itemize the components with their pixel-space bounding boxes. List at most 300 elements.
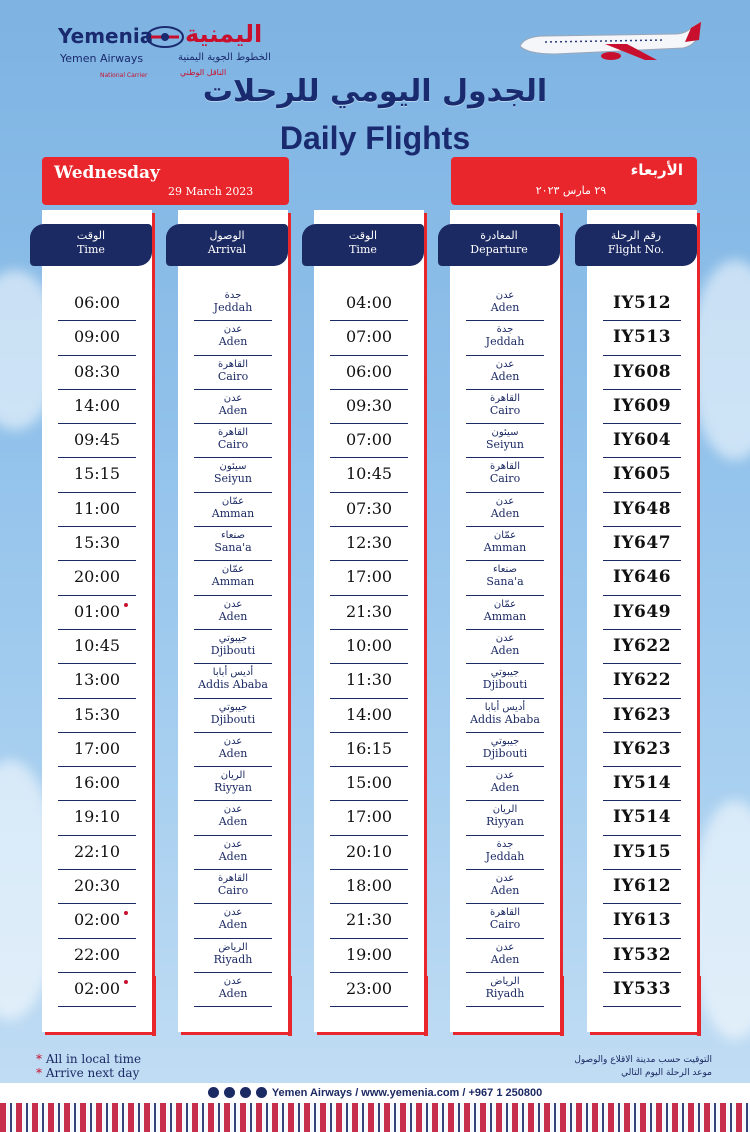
table-row <box>587 425 697 459</box>
city-name-ar: عدن <box>495 495 515 507</box>
table-row <box>178 974 288 1008</box>
city-cell <box>450 461 560 485</box>
table-row <box>587 494 697 528</box>
brand-carrier-ar: الناقل الوطني <box>180 68 227 77</box>
table-row <box>450 734 560 768</box>
table-row <box>178 425 288 459</box>
column-header-arrival-time <box>30 224 152 266</box>
table-row <box>587 700 697 734</box>
airplane-icon <box>515 20 705 68</box>
table-row <box>587 768 697 802</box>
city-cell <box>178 736 288 760</box>
city-name-ar: جدة <box>496 324 514 336</box>
city-name-ar: سيئون <box>219 461 247 473</box>
city-name-en: Jeddah <box>485 335 525 349</box>
table-row <box>42 391 152 425</box>
yemenia-logo-icon <box>145 24 185 50</box>
city-cell <box>178 839 288 863</box>
city-name-ar: عدن <box>495 941 515 953</box>
city-cell <box>450 290 560 314</box>
city-name-en: Amman <box>483 609 527 623</box>
arrival-city-list <box>178 288 288 1008</box>
table-row <box>587 974 697 1008</box>
flight-number: IY532 <box>612 944 672 965</box>
city-name-ar: عمّان <box>221 495 245 507</box>
table-row <box>314 391 424 425</box>
instagram-icon[interactable] <box>208 1087 219 1098</box>
time-value: 06:00 <box>345 361 393 381</box>
city-name-en: Cairo <box>217 369 249 383</box>
city-cell <box>178 530 288 554</box>
table-row <box>314 357 424 391</box>
city-name-en: Aden <box>490 506 520 520</box>
city-cell <box>450 564 560 588</box>
time-value: 18:00 <box>345 876 393 896</box>
city-name-en: Aden <box>490 884 520 898</box>
city-cell <box>450 359 560 383</box>
table-row <box>42 528 152 562</box>
table-row <box>42 905 152 939</box>
column-departure <box>450 210 560 1032</box>
city-name-en: Amman <box>483 541 527 555</box>
arrival-time-list <box>42 288 152 1008</box>
time-value: 07:30 <box>345 498 393 518</box>
table-row <box>587 597 697 631</box>
city-name-en: Riyyan <box>214 781 252 795</box>
city-name-en: Riyyan <box>486 815 524 829</box>
note-next-day-text: Arrive next day <box>45 1066 140 1080</box>
next-day-marker <box>124 603 128 607</box>
city-name-en: Cairo <box>217 884 249 898</box>
time-value: 20:00 <box>73 567 121 587</box>
table-row <box>587 459 697 493</box>
city-cell <box>450 873 560 897</box>
header-ar: الوقت <box>76 229 106 242</box>
city-cell <box>178 290 288 314</box>
time-value: 22:10 <box>73 841 121 861</box>
city-name-ar: عمّان <box>493 598 517 610</box>
city-cell <box>178 702 288 726</box>
time-value: 21:30 <box>345 601 393 621</box>
table-row <box>314 700 424 734</box>
table-row <box>587 940 697 974</box>
twitter-icon[interactable] <box>224 1087 235 1098</box>
time-value: 15:30 <box>73 704 121 724</box>
table-row <box>314 631 424 665</box>
city-cell <box>450 667 560 691</box>
header-ar: رقم الرحلة <box>610 229 662 242</box>
city-name-en: Amman <box>211 575 255 589</box>
city-name-en: Aden <box>218 746 248 760</box>
table-row <box>587 871 697 905</box>
city-cell <box>178 942 288 966</box>
flight-number: IY647 <box>612 533 672 554</box>
time-value: 11:00 <box>73 498 121 518</box>
table-row <box>42 322 152 356</box>
city-name-ar: عدن <box>223 907 243 919</box>
city-name-en: Cairo <box>489 918 521 932</box>
city-name-en: Aden <box>218 849 248 863</box>
city-name-ar: الريان <box>220 770 246 782</box>
flight-number: IY622 <box>612 635 672 656</box>
city-cell <box>178 324 288 348</box>
table-row <box>178 905 288 939</box>
time-value: 14:00 <box>73 395 121 415</box>
city-name-en: Djibouti <box>210 643 256 657</box>
note-local-time: * All in local time <box>36 1052 142 1066</box>
table-row <box>587 322 697 356</box>
table-row <box>314 974 424 1008</box>
table-row <box>42 631 152 665</box>
table-row <box>450 562 560 596</box>
table-row <box>178 322 288 356</box>
departure-time-list <box>314 288 424 1008</box>
city-name-en: Cairo <box>489 472 521 486</box>
table-row <box>587 288 697 322</box>
city-name-en: Riyadh <box>213 952 253 966</box>
flight-number: IY609 <box>612 395 672 416</box>
city-cell <box>450 324 560 348</box>
table-row <box>178 871 288 905</box>
table-row <box>42 357 152 391</box>
city-name-ar: عدن <box>223 838 243 850</box>
city-name-ar: القاهرة <box>218 873 248 885</box>
time-value: 23:00 <box>345 978 393 998</box>
table-row <box>42 837 152 871</box>
table-row <box>450 391 560 425</box>
table-row <box>587 528 697 562</box>
table-row <box>587 734 697 768</box>
city-cell <box>178 976 288 1000</box>
table-row <box>42 459 152 493</box>
header-en: Time <box>349 243 377 256</box>
table-row <box>42 802 152 836</box>
flight-number: IY648 <box>612 498 672 519</box>
header-ar: الوصول <box>209 229 245 242</box>
table-row <box>178 357 288 391</box>
table-row <box>587 802 697 836</box>
notes-en <box>36 1052 141 1080</box>
table-row <box>587 905 697 939</box>
table-row <box>178 665 288 699</box>
city-cell <box>450 770 560 794</box>
table-row <box>178 734 288 768</box>
table-row <box>314 905 424 939</box>
city-cell <box>450 976 560 1000</box>
city-cell <box>450 427 560 451</box>
flight-number: IY649 <box>612 601 672 622</box>
table-row <box>42 734 152 768</box>
city-cell <box>178 564 288 588</box>
day-date-en: 29 March 2023 <box>168 185 254 198</box>
city-name-en: Aden <box>218 918 248 932</box>
column-header-arrival <box>166 224 288 266</box>
city-cell <box>450 702 560 726</box>
table-row <box>178 459 288 493</box>
time-value: 02:00 <box>73 910 121 930</box>
table-row <box>314 597 424 631</box>
city-cell <box>450 736 560 760</box>
flight-number: IY623 <box>612 738 672 759</box>
city-name-en: Djibouti <box>482 678 528 692</box>
flight-number: IY608 <box>612 361 672 382</box>
footer-pattern <box>0 1103 750 1132</box>
table-row <box>314 562 424 596</box>
time-value: 14:00 <box>345 704 393 724</box>
column-header-flight-number <box>575 224 697 266</box>
city-cell <box>178 496 288 520</box>
city-name-ar: الرياض <box>490 975 520 987</box>
youtube-icon[interactable] <box>240 1087 251 1098</box>
table-row <box>314 871 424 905</box>
table-row <box>450 768 560 802</box>
brand-name-ar: اليمنية <box>185 20 263 48</box>
table-row <box>178 288 288 322</box>
table-row <box>450 837 560 871</box>
city-name-ar: جيبوتي <box>490 667 520 679</box>
city-name-en: Cairo <box>489 403 521 417</box>
city-name-ar: القاهرة <box>218 358 248 370</box>
city-cell <box>178 873 288 897</box>
flight-number: IY515 <box>612 841 672 862</box>
time-value: 22:00 <box>73 944 121 964</box>
table-row <box>450 528 560 562</box>
flight-number: IY604 <box>612 430 672 451</box>
footer-contact <box>0 1083 750 1103</box>
note-ar-next-day: موعد الرحلة اليوم التالي <box>621 1068 712 1078</box>
city-name-ar: عدن <box>223 804 243 816</box>
city-name-ar: الريان <box>492 804 518 816</box>
city-name-ar: عمّان <box>493 530 517 542</box>
time-value: 17:00 <box>73 738 121 758</box>
city-name-en: Sana'a <box>214 541 252 555</box>
flight-number: IY605 <box>612 464 672 485</box>
table-row <box>314 802 424 836</box>
table-row <box>178 940 288 974</box>
city-name-ar: القاهرة <box>218 427 248 439</box>
time-value: 07:00 <box>345 430 393 450</box>
city-name-ar: أديس أبابا <box>212 667 254 679</box>
city-cell <box>450 633 560 657</box>
city-name-en: Djibouti <box>482 746 528 760</box>
city-name-en: Amman <box>211 506 255 520</box>
table-row <box>587 631 697 665</box>
time-value: 15:30 <box>73 533 121 553</box>
table-row <box>450 322 560 356</box>
flight-number-list <box>587 288 697 1008</box>
notes-ar <box>574 1054 712 1080</box>
day-name-en: Wednesday <box>54 163 160 183</box>
city-cell <box>178 633 288 657</box>
column-departure-time <box>314 210 424 1032</box>
city-name-en: Aden <box>218 815 248 829</box>
header-en: Arrival <box>207 243 247 256</box>
table-row <box>42 871 152 905</box>
city-name-ar: عدن <box>223 735 243 747</box>
city-name-en: Aden <box>218 403 248 417</box>
header-ar: المغادرة <box>480 229 518 242</box>
table-row <box>450 357 560 391</box>
table-row <box>450 631 560 665</box>
time-value: 10:45 <box>73 635 121 655</box>
table-row <box>450 871 560 905</box>
city-name-en: Seiyun <box>486 438 524 452</box>
city-cell <box>178 907 288 931</box>
city-name-ar: جيبوتي <box>490 735 520 747</box>
table-row <box>42 665 152 699</box>
city-name-en: Cairo <box>217 438 249 452</box>
flight-number: IY533 <box>612 978 672 999</box>
table-row <box>42 562 152 596</box>
city-name-en: Aden <box>218 335 248 349</box>
brand-sub-ar: الخطوط الجوية اليمنية <box>178 52 271 63</box>
cloud-decoration <box>690 260 750 460</box>
city-cell <box>178 804 288 828</box>
table-row <box>587 562 697 596</box>
city-name-ar: جدة <box>496 838 514 850</box>
time-value: 01:00 <box>73 601 121 621</box>
city-cell <box>178 461 288 485</box>
city-name-en: Aden <box>490 301 520 314</box>
time-value: 04:00 <box>345 293 393 312</box>
brand-carrier-en: National Carrier <box>100 72 148 79</box>
header-en: Departure <box>470 243 528 256</box>
note-ar-local-time: التوقيت حسب مدينة الاقلاع والوصول <box>574 1055 712 1065</box>
table-row <box>42 700 152 734</box>
table-row <box>178 768 288 802</box>
table-row <box>450 665 560 699</box>
city-cell <box>178 393 288 417</box>
flight-number: IY612 <box>612 876 672 897</box>
time-value: 16:15 <box>345 738 393 758</box>
brand-name-en: Yemenia <box>58 24 154 48</box>
table-row <box>450 597 560 631</box>
table-row <box>314 837 424 871</box>
column-flight-number <box>587 210 697 1032</box>
table-row <box>314 940 424 974</box>
table-row <box>587 357 697 391</box>
brand-sub-en: Yemen Airways <box>60 52 144 65</box>
city-name-en: Djibouti <box>210 712 256 726</box>
table-row <box>178 597 288 631</box>
city-name-en: Aden <box>490 369 520 383</box>
flight-number: IY646 <box>612 567 672 588</box>
city-cell <box>450 942 560 966</box>
facebook-icon[interactable] <box>256 1087 267 1098</box>
city-name-ar: سيئون <box>491 427 519 439</box>
table-row <box>450 459 560 493</box>
city-name-en: Riyadh <box>485 986 525 1000</box>
time-value: 20:10 <box>345 841 393 861</box>
column-arrival <box>178 210 288 1032</box>
table-row <box>450 494 560 528</box>
table-row <box>314 425 424 459</box>
table-row <box>42 597 152 631</box>
flight-number: IY514 <box>612 807 672 828</box>
time-value: 09:45 <box>73 430 121 450</box>
flight-number: IY613 <box>612 910 672 931</box>
table-row <box>587 391 697 425</box>
table-row <box>178 631 288 665</box>
time-value: 09:00 <box>73 327 121 347</box>
time-value: 19:10 <box>73 807 121 827</box>
header-en: Flight No. <box>607 243 665 256</box>
next-day-marker <box>124 980 128 984</box>
city-cell <box>450 599 560 623</box>
time-value: 02:00 <box>73 978 121 998</box>
day-bar-en <box>42 157 289 205</box>
time-value: 10:45 <box>345 464 393 484</box>
city-name-ar: عمّان <box>221 564 245 576</box>
city-cell <box>450 393 560 417</box>
city-name-ar: عدن <box>495 770 515 782</box>
city-cell <box>450 530 560 554</box>
city-name-ar: عدن <box>223 598 243 610</box>
column-arrival-time <box>42 210 152 1032</box>
city-name-en: Jeddah <box>213 301 253 314</box>
city-name-ar: صنعاء <box>220 530 246 542</box>
table-row <box>42 768 152 802</box>
table-row <box>450 288 560 322</box>
table-row <box>450 974 560 1008</box>
city-name-ar: جيبوتي <box>218 701 248 713</box>
table-row <box>314 528 424 562</box>
city-name-en: Aden <box>218 609 248 623</box>
city-cell <box>450 804 560 828</box>
city-name-ar: عدن <box>223 975 243 987</box>
table-row <box>450 802 560 836</box>
time-value: 06:00 <box>73 293 121 312</box>
column-header-departure-time <box>302 224 424 266</box>
time-value: 19:00 <box>345 944 393 964</box>
table-row <box>314 768 424 802</box>
city-cell <box>450 496 560 520</box>
time-value: 20:30 <box>73 876 121 896</box>
city-name-en: Aden <box>490 643 520 657</box>
day-date-ar: ٢٩ مارس ٢٠٢٣ <box>535 184 607 197</box>
city-name-ar: جيبوتي <box>218 632 248 644</box>
city-cell <box>450 839 560 863</box>
table-row <box>178 494 288 528</box>
city-cell <box>178 770 288 794</box>
table-row <box>42 940 152 974</box>
flight-number: IY623 <box>612 704 672 725</box>
time-value: 15:15 <box>73 464 121 484</box>
city-name-en: Addis Ababa <box>470 712 540 726</box>
table-row <box>314 494 424 528</box>
table-row <box>178 802 288 836</box>
city-name-ar: عدن <box>495 358 515 370</box>
table-row <box>42 425 152 459</box>
note-next-day: * Arrive next day <box>36 1066 140 1080</box>
table-row <box>314 288 424 322</box>
time-value: 15:00 <box>345 773 393 793</box>
header-en: Time <box>77 243 105 256</box>
city-cell <box>178 667 288 691</box>
city-name-ar: عدن <box>495 290 515 301</box>
table-row <box>42 494 152 528</box>
table-row <box>42 974 152 1008</box>
city-name-ar: القاهرة <box>490 392 520 404</box>
flight-number: IY622 <box>612 670 672 691</box>
table-row <box>450 425 560 459</box>
flight-number: IY514 <box>612 773 672 794</box>
time-value: 08:30 <box>73 361 121 381</box>
time-value: 12:30 <box>345 533 393 553</box>
table-row <box>42 288 152 322</box>
table-row <box>178 528 288 562</box>
city-name-ar: الرياض <box>218 941 248 953</box>
